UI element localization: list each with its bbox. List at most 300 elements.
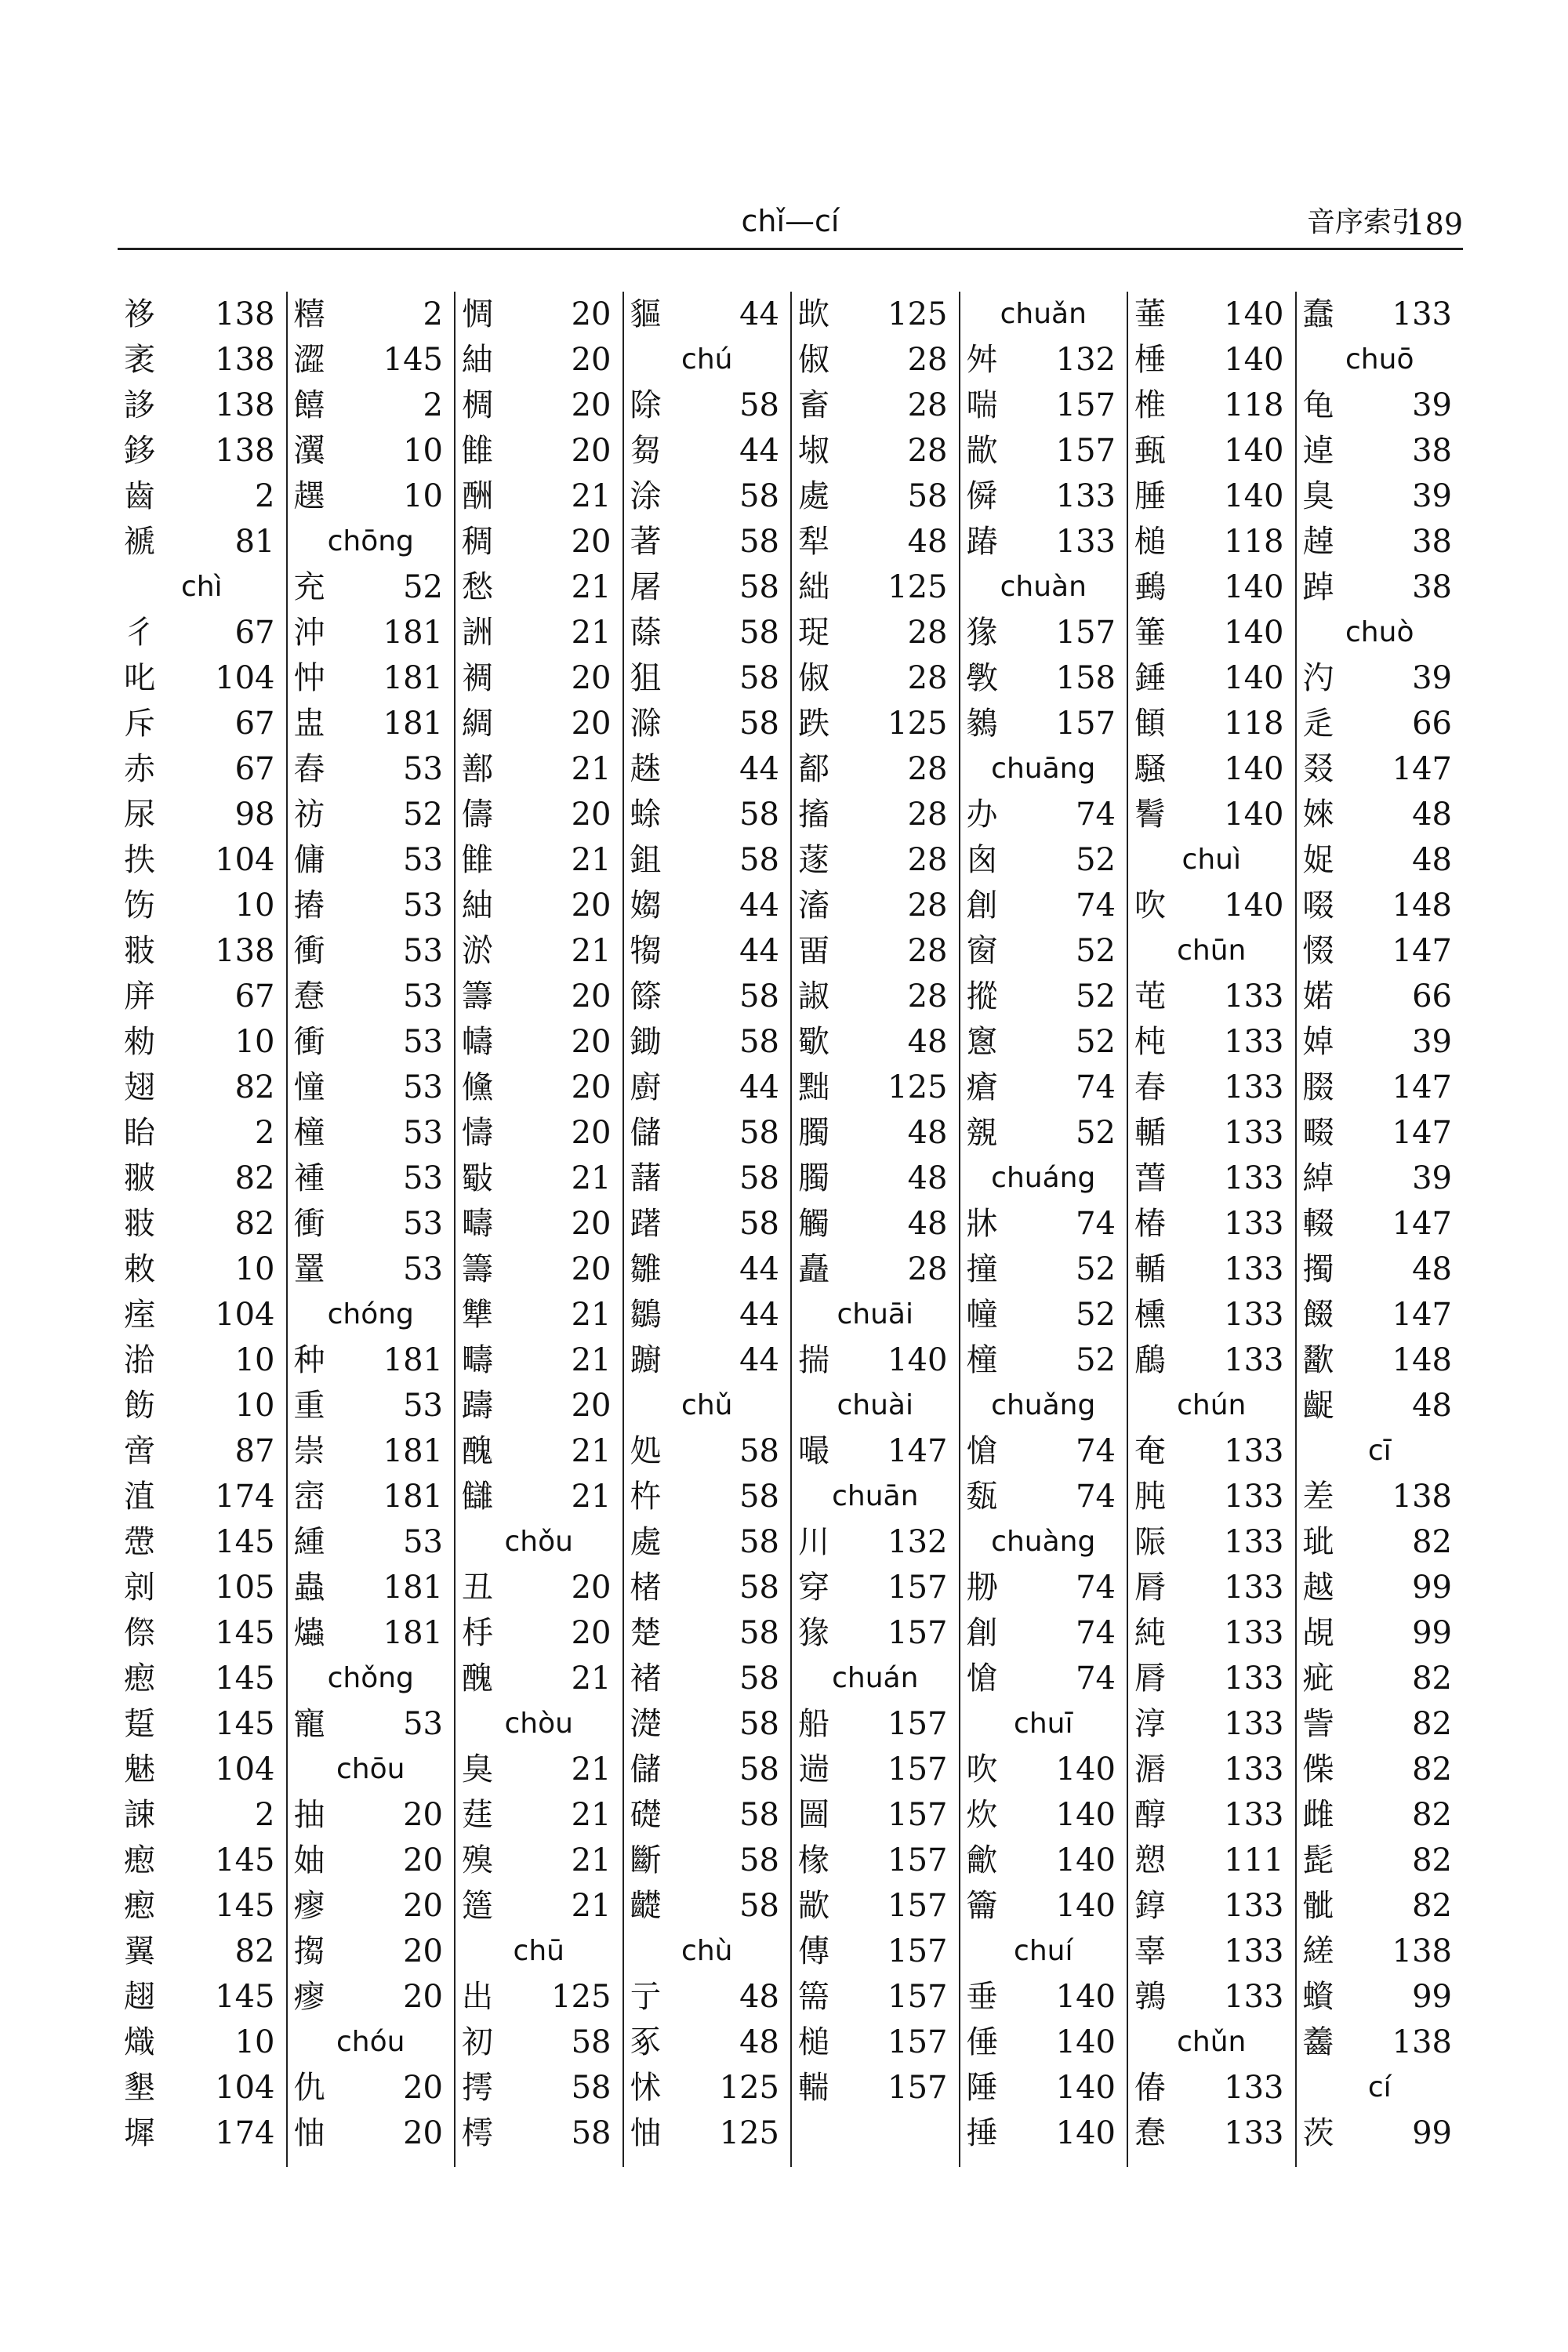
entry-character: 赤 [124,751,155,787]
entry-page-number: 28 [907,1251,948,1287]
entry-character: 褫 [124,524,155,560]
entry-character: 籥 [966,1888,998,1924]
entry-character: 惷 [1134,2115,1166,2151]
index-entry [1303,1156,1457,1201]
index-entry [798,1974,953,2020]
entry-character: 叕 [1302,751,1334,787]
entry-character: 槌 [1134,524,1166,560]
entry-character: 緟 [293,1524,325,1560]
index-entry [462,655,616,701]
entry-character: 歂 [966,433,998,469]
entry-page-number: 104 [215,2070,275,2106]
entry-page-number: 44 [739,751,779,787]
entry-page-number: 82 [234,1206,275,1242]
index-entry [294,337,448,383]
entry-page-number: 145 [383,342,443,378]
entry-character: 畜 [798,387,829,423]
entry-page-number: 74 [1076,1615,1116,1651]
entry-page-number: 118 [1224,387,1284,423]
index-entry [124,1201,280,1247]
entry-character: 蜍 [630,797,662,833]
entry-page-number: 138 [215,387,275,423]
index-entry [294,1974,448,2020]
entry-character: 船 [798,1706,829,1742]
entry-page-number: 157 [1055,387,1116,423]
entry-page-number: 53 [403,978,443,1014]
entry-character: 疇 [462,1206,493,1242]
entry-character: 嘬 [798,1433,829,1469]
entry-page-number: 133 [1224,1706,1284,1742]
entry-page-number: 133 [1224,1570,1284,1606]
index-entry [1303,1019,1457,1065]
index-entry [798,610,953,655]
pinyin-heading: chún [1177,1389,1247,1421]
pinyin-heading: chuāi [837,1298,913,1330]
entry-character: 狙 [630,660,662,696]
entry-page-number: 20 [571,342,612,378]
entry-character: 龟 [1302,387,1334,423]
entry-character: 犨 [462,1297,493,1333]
index-entry [124,1474,280,1519]
entry-page-number: 20 [571,887,612,924]
index-entry [1303,1656,1457,1701]
index-entry [1303,1519,1457,1565]
entry-character: 遄 [798,1751,829,1788]
index-entry [798,792,953,837]
entry-character: 俶 [798,342,829,378]
entry-character: 篅 [798,1979,829,2015]
entry-character: 簉 [462,1888,493,1924]
entry-character: 吹 [1134,887,1166,924]
entry-page-number: 20 [403,1842,443,1878]
index-entry [967,474,1121,519]
index-entry [124,519,280,564]
index-entry [124,1701,280,1747]
index-entry [294,746,448,792]
entry-character: 愬 [1134,1842,1166,1878]
index-entry [967,1110,1121,1156]
index-entry [630,1338,785,1383]
entry-character: 沖 [293,615,325,651]
entry-page-number: 157 [1055,706,1116,742]
index-entry [798,292,953,337]
entry-page-number: 28 [907,933,948,969]
entry-page-number: 58 [739,1570,779,1606]
entry-page-number: 52 [1076,1297,1116,1333]
entry-page-number: 133 [1224,1342,1284,1378]
index-entry [630,1292,785,1338]
entry-page-number: 44 [739,1069,779,1105]
index-entry [1303,1610,1457,1656]
entry-character: 憃 [293,978,325,1014]
index-entry [1134,1019,1289,1065]
entry-character: 絀 [798,569,829,605]
index-entry [462,610,616,655]
index-entry [124,1838,280,1883]
entry-page-number: 20 [403,1888,443,1924]
entry-character: 彳 [124,615,155,651]
entry-page-number: 28 [907,615,948,651]
entry-character: 湁 [124,1342,155,1378]
index-entry [1134,883,1289,928]
entry-page-number: 44 [739,887,779,924]
index-entry [124,1929,280,1974]
entry-character: 翍 [124,1160,155,1196]
pinyin-heading: cī [1367,1435,1392,1467]
index-entry [798,1247,953,1292]
entry-character: 鬌 [1134,797,1166,833]
entry-page-number: 48 [1412,842,1452,878]
index-entry [1303,746,1457,792]
entry-character: 濋 [630,1706,662,1742]
index-entry [124,1428,280,1474]
index-entry [630,974,785,1019]
index-entry [630,1792,785,1838]
index-entry [462,1338,616,1383]
index-entry [462,1019,616,1065]
index-entry [462,337,616,383]
entry-character: 雔 [462,842,493,878]
entry-character: 糦 [293,296,325,332]
entry-character: 脣 [1134,1661,1166,1697]
index-entry [1303,2020,1457,2065]
index-column [118,292,286,2167]
entry-character: 紬 [462,342,493,378]
entry-page-number: 125 [887,706,948,742]
index-entry [124,1292,280,1338]
index-entry [630,564,785,610]
entry-page-number: 98 [234,797,275,833]
index-entry [798,837,953,883]
index-entry [462,701,616,746]
entry-page-number: 21 [571,1342,612,1378]
entry-page-number: 21 [571,615,612,651]
entry-page-number: 181 [383,660,443,696]
index-entry [124,1747,280,1792]
entry-character: 囪 [966,842,998,878]
index-entry [798,474,953,519]
entry-character: 充 [293,569,325,605]
entry-page-number: 118 [1224,706,1284,742]
entry-page-number: 44 [739,1251,779,1287]
entry-page-number: 111 [1224,1842,1284,1878]
entry-character: 臅 [798,1115,829,1151]
entry-character: 菙 [1134,296,1166,332]
entry-character: 雌 [1302,1797,1334,1833]
index-entry [630,1883,785,1929]
index-entry [967,928,1121,974]
entry-character: 脣 [1134,1570,1166,1606]
index-entry [967,1474,1121,1519]
entry-character: 屠 [630,569,662,605]
entry-character: 詶 [462,615,493,651]
entry-character: 茨 [1302,2115,1334,2151]
entry-page-number: 157 [887,1751,948,1788]
entry-page-number: 58 [571,2070,612,2106]
entry-character: 衝 [293,1024,325,1060]
entry-character: 犁 [798,524,829,560]
entry-character: 處 [630,1524,662,1560]
index-entry [462,2020,616,2065]
entry-character: 滣 [1134,1751,1166,1788]
index-entry [1303,292,1457,337]
entry-page-number: 53 [403,751,443,787]
entry-page-number: 10 [234,887,275,924]
entry-character: 啻 [124,1433,155,1469]
index-entry [1134,1474,1289,1519]
entry-page-number: 21 [571,569,612,605]
index-entry [294,1565,448,1610]
entry-page-number: 53 [403,1160,443,1196]
entry-page-number: 20 [571,1024,612,1060]
index-entry [967,1656,1121,1701]
entry-page-number: 28 [907,797,948,833]
entry-page-number: 140 [1055,1888,1116,1924]
entry-page-number: 67 [234,751,275,787]
entry-character: 褈 [293,1160,325,1196]
entry-page-number: 2 [423,296,443,332]
index-entry [462,1974,616,2020]
index-entry [1303,474,1457,519]
entry-page-number: 44 [739,933,779,969]
entry-page-number: 48 [907,1115,948,1151]
index-entry [1134,1792,1289,1838]
entry-page-number: 48 [907,524,948,560]
pinyin-heading: chú [681,343,733,376]
entry-page-number: 157 [887,2024,948,2060]
index-entry [967,2065,1121,2111]
entry-character: 墾 [124,2070,155,2106]
index-entry [294,1065,448,1110]
entry-character: 跌 [798,706,829,742]
entry-character: 祊 [293,797,325,833]
entry-page-number: 10 [403,433,443,469]
entry-page-number: 157 [887,1615,948,1651]
entry-character: 翄 [124,1206,155,1242]
entry-page-number: 53 [403,1206,443,1242]
entry-character: 怞 [293,2115,325,2151]
index-entry [1134,1338,1289,1383]
entry-page-number: 21 [571,933,612,969]
entry-character: 籌 [462,1251,493,1287]
pinyin-heading: chuí [1014,1935,1073,1967]
index-entry [124,1519,280,1565]
entry-character: 腏 [1302,1069,1334,1105]
index-entry [294,1474,448,1519]
index-entry [798,1019,953,1065]
entry-character: 重 [293,1388,325,1424]
entry-page-number: 145 [215,1661,275,1697]
entry-page-number: 66 [1412,706,1452,742]
index-entry [1134,383,1289,428]
entry-page-number: 140 [1055,1842,1116,1878]
entry-page-number: 28 [907,751,948,787]
entry-character: 著 [630,524,662,560]
pinyin-heading: chuàn [1000,571,1087,603]
entry-page-number: 20 [571,1069,612,1105]
entry-character: 黜 [798,1069,829,1105]
entry-character: 讎 [462,1479,493,1515]
entry-page-number: 66 [1412,978,1452,1014]
entry-page-number: 58 [739,1524,779,1560]
index-entry [967,1792,1121,1838]
entry-page-number: 99 [1412,1570,1452,1606]
entry-page-number: 140 [1224,342,1284,378]
entry-page-number: 67 [234,615,275,651]
entry-character: 創 [966,887,998,924]
entry-character: 骴 [1302,1888,1334,1924]
entry-character: 雛 [630,1251,662,1287]
index-entry [294,474,448,519]
index-entry [294,1428,448,1474]
entry-character: 飭 [124,1388,155,1424]
index-entry [967,1247,1121,1292]
entry-character: 椎 [1134,387,1166,423]
index-entry [1134,2065,1289,2111]
index-entry [1134,1156,1289,1201]
index-entry [124,1065,280,1110]
index-entry [1134,1929,1289,1974]
index-entry [124,746,280,792]
entry-page-number: 52 [403,797,443,833]
entry-page-number: 21 [571,1433,612,1469]
entry-character: 婥 [1302,1024,1334,1060]
entry-character: 尿 [124,797,155,833]
entry-character: 斷 [630,1842,662,1878]
index-entry [294,1338,448,1383]
entry-page-number: 133 [1224,1933,1284,1969]
entry-character: 爞 [293,1615,325,1651]
entry-page-number: 53 [403,842,443,878]
entry-page-number: 133 [1224,1160,1284,1196]
index-column [622,292,791,2167]
index-entry [1134,428,1289,474]
entry-page-number: 82 [1412,1751,1452,1788]
entry-character: 猭 [798,1615,829,1651]
pinyin-heading: chuáng [991,1162,1096,1194]
index-entry [967,519,1121,564]
index-entry [967,1565,1121,1610]
index-entry [630,1610,785,1656]
index-entry [630,1701,785,1747]
index-entry [798,1838,953,1883]
index-entry [630,1474,785,1519]
index-entry [798,1610,953,1656]
entry-character: 瘛 [124,1842,155,1878]
entry-page-number: 20 [571,524,612,560]
entry-page-number: 181 [383,706,443,742]
entry-page-number: 82 [234,1933,275,1969]
entry-character: 惙 [1302,933,1334,969]
entry-page-number: 53 [403,1069,443,1105]
entry-page-number: 21 [571,1797,612,1833]
entry-character: 汋 [1302,660,1334,696]
pinyin-range: chǐ—cí [741,204,840,238]
index-entry [630,2020,785,2065]
index-entry [1134,1838,1289,1883]
pinyin-heading: chóu [336,2026,405,2058]
entry-page-number: 82 [1412,1706,1452,1742]
index-entry [1134,1610,1289,1656]
index-entry [967,1610,1121,1656]
index-entry [967,701,1121,746]
index-entry [294,792,448,837]
entry-page-number: 28 [907,342,948,378]
index-entry [124,1247,280,1292]
index-entry [798,1201,953,1247]
entry-character: 疵 [1302,1661,1334,1697]
entry-character: 輴 [1134,1251,1166,1287]
index-entry [462,1565,616,1610]
entry-page-number: 133 [1224,1979,1284,2015]
index-entry [630,1247,785,1292]
index-entry [1303,1292,1457,1338]
entry-character: 搊 [293,1933,325,1969]
entry-character: 橦 [293,1115,325,1151]
index-entry [124,701,280,746]
entry-character: 傭 [293,842,325,878]
entry-page-number: 58 [739,1479,779,1515]
entry-character: 淔 [124,1479,155,1515]
entry-page-number: 20 [571,978,612,1014]
entry-page-number: 132 [887,1524,948,1560]
entry-page-number: 74 [1076,1570,1116,1606]
entry-page-number: 52 [1076,1342,1116,1378]
pinyin-heading: chòu [504,1708,573,1740]
entry-page-number: 133 [1224,1751,1284,1788]
index-entry [1134,564,1289,610]
index-entry [798,2020,953,2065]
entry-character: 杵 [630,1479,662,1515]
pinyin-heading: chǔ [681,1389,733,1421]
entry-page-number: 48 [739,2024,779,2060]
pinyin-heading: chuò [1345,616,1414,648]
index-entry [1134,1519,1289,1565]
entry-character: 偆 [1134,2070,1166,2106]
entry-page-number: 58 [739,1706,779,1742]
entry-page-number: 157 [887,1706,948,1742]
entry-page-number: 145 [215,1979,275,2015]
entry-page-number: 138 [1392,2024,1452,2060]
entry-character: 幢 [966,1297,998,1333]
entry-character: 饎 [293,387,325,423]
entry-character: 儔 [462,797,493,833]
entry-page-number: 38 [1412,569,1452,605]
index-entry [124,2111,280,2156]
entry-page-number: 174 [215,2115,275,2151]
entry-character: 儵 [462,1069,493,1105]
entry-page-number: 140 [1055,1751,1116,1788]
pinyin-heading: chuāng [991,753,1096,785]
entry-character: 盅 [293,706,325,742]
entry-character: 儲 [630,1115,662,1151]
index-entry [294,1201,448,1247]
entry-character: 杶 [1134,1024,1166,1060]
entry-page-number: 28 [907,887,948,924]
index-entry [1134,974,1289,1019]
entry-page-number: 133 [1224,1615,1284,1651]
entry-page-number: 53 [403,1115,443,1151]
entry-page-number: 140 [1055,1979,1116,2015]
entry-character: 觸 [798,1206,829,1242]
index-entry [124,1019,280,1065]
entry-character: 訾 [1302,1706,1334,1742]
entry-character: 摏 [293,887,325,924]
entry-page-number: 20 [571,797,612,833]
index-column [959,292,1127,2167]
index-entry [798,564,953,610]
index-entry [294,1929,448,1974]
